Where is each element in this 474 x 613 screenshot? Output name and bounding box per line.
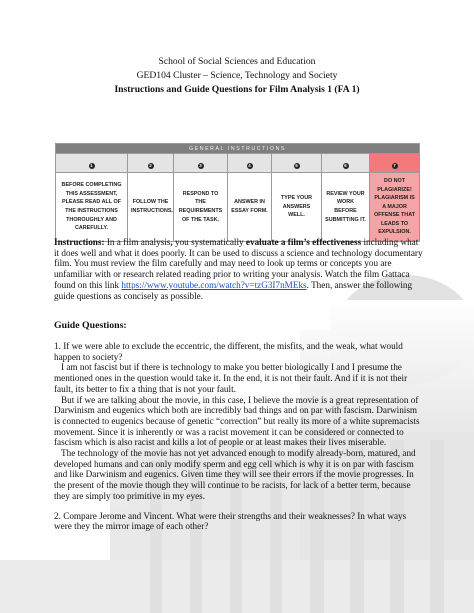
- course-cluster: GED104 Cluster – Science, Technology and Society: [136, 70, 338, 81]
- instructions-paragraph: Instructions: In a film analysis, you systematically evaluate a film’s effectiveness including what it does well and what it does poorly. It can be used to discuss a science and technology documentary film. You must review the film carefully and may need to look up terms or concepts you are unfamiliar with or research related reading prior to writing your analysis. Watch the film Gattaca found on this link https://www.youtube.com/watch?v=tzG3I7nMEks. Then, answer the following guide questions as concisely as possible.: [54, 237, 423, 301]
- guide-questions-heading: Guide Questions:: [54, 320, 127, 331]
- instruction-number: 4: [228, 154, 272, 173]
- instruction-number: 6: [322, 154, 370, 173]
- plagiarism-warning: DO NOT PLAGIARIZE! PLAGIARISM IS A MAJOR OFFENSE THAT LEADS TO EXPULSION.: [370, 173, 420, 242]
- general-instructions-table: [55, 143, 420, 242]
- general-instructions-heading: GENERAL INSTRUCTIONS: [56, 144, 420, 154]
- instruction-text: RESPOND TO THE REQUIREMENTS OF THE TASK.: [174, 173, 228, 242]
- instruction-number: 3: [174, 154, 228, 173]
- question-2: 2. Compare Jerome and Vincent. What were their strengths and their weaknesses? In what ways were they the mirror image of each other?: [54, 510, 407, 532]
- school-name: School of Social Sciences and Education: [158, 56, 316, 67]
- instruction-text: FOLLOW THE INSTRUCTIONS.: [128, 173, 174, 242]
- answer-paragraph: But if we are talking about the movie, in this case, I believe the movie is a great representation of Darwinism and eugenics which both are incredibly bad things and on par with fascism. Darwinism is connected to eugenics because of genetic “correction” but really its more of a white supremacists movement. Since it is inherently or was a racist movement it can be considered or connected to fascism which is also racist and kills a lot of people or at least makes their lives miserable.: [54, 394, 420, 448]
- instruction-number: 5: [272, 154, 322, 173]
- instruction-text: TYPE YOUR ANSWERS WELL.: [272, 173, 322, 242]
- instruction-number: 7: [370, 154, 420, 173]
- instructions-label: Instructions:: [54, 237, 105, 247]
- answer-paragraph: The technology of the movie has not yet advanced enough to modify already-born, matured, and developed humans and can only modify sperm and egg cell which is why it is on par with fascism and like Darwinism and eugenics. Given time they will see their errors if the movie progresses. In the present of the movie though they will continue to be racists, for lack of a better term, because they are simply too primitive in my eyes.: [54, 448, 416, 501]
- document-title: Instructions and Guide Questions for Film Analysis 1 (FA 1): [114, 84, 360, 95]
- question-1: 1. If we were able to exclude the eccentric, the different, the misfits, and the weak, what would happen to society?: [54, 341, 403, 362]
- instruction-number: 1: [56, 154, 128, 173]
- guide-questions-content: [54, 341, 424, 532]
- instruction-number: 2: [128, 154, 174, 173]
- instruction-text: REVIEW YOUR WORK BEFORE SUBMITTING IT.: [322, 173, 370, 242]
- instruction-text: ANSWER IN ESSAY FORM.: [228, 173, 272, 242]
- answer-paragraph: I am not fascist but if there is technology to make you better biologically I and I presume the mentioned ones in the question would take it. In the end, it is not their fault. And if it is not their fault, its better to fix a thing that is not your fault.: [54, 362, 408, 394]
- emphasis-text: evaluate a film’s effectiveness: [245, 237, 362, 247]
- instruction-text: BEFORE COMPLETING THIS ASSESSMENT, PLEASE READ ALL OF THE INSTRUCTIONS THOROUGHLY AND CAREFULLY.: [56, 173, 128, 242]
- film-link[interactable]: https://www.youtube.com/watch?v=tzG3I7nMEks: [121, 279, 307, 290]
